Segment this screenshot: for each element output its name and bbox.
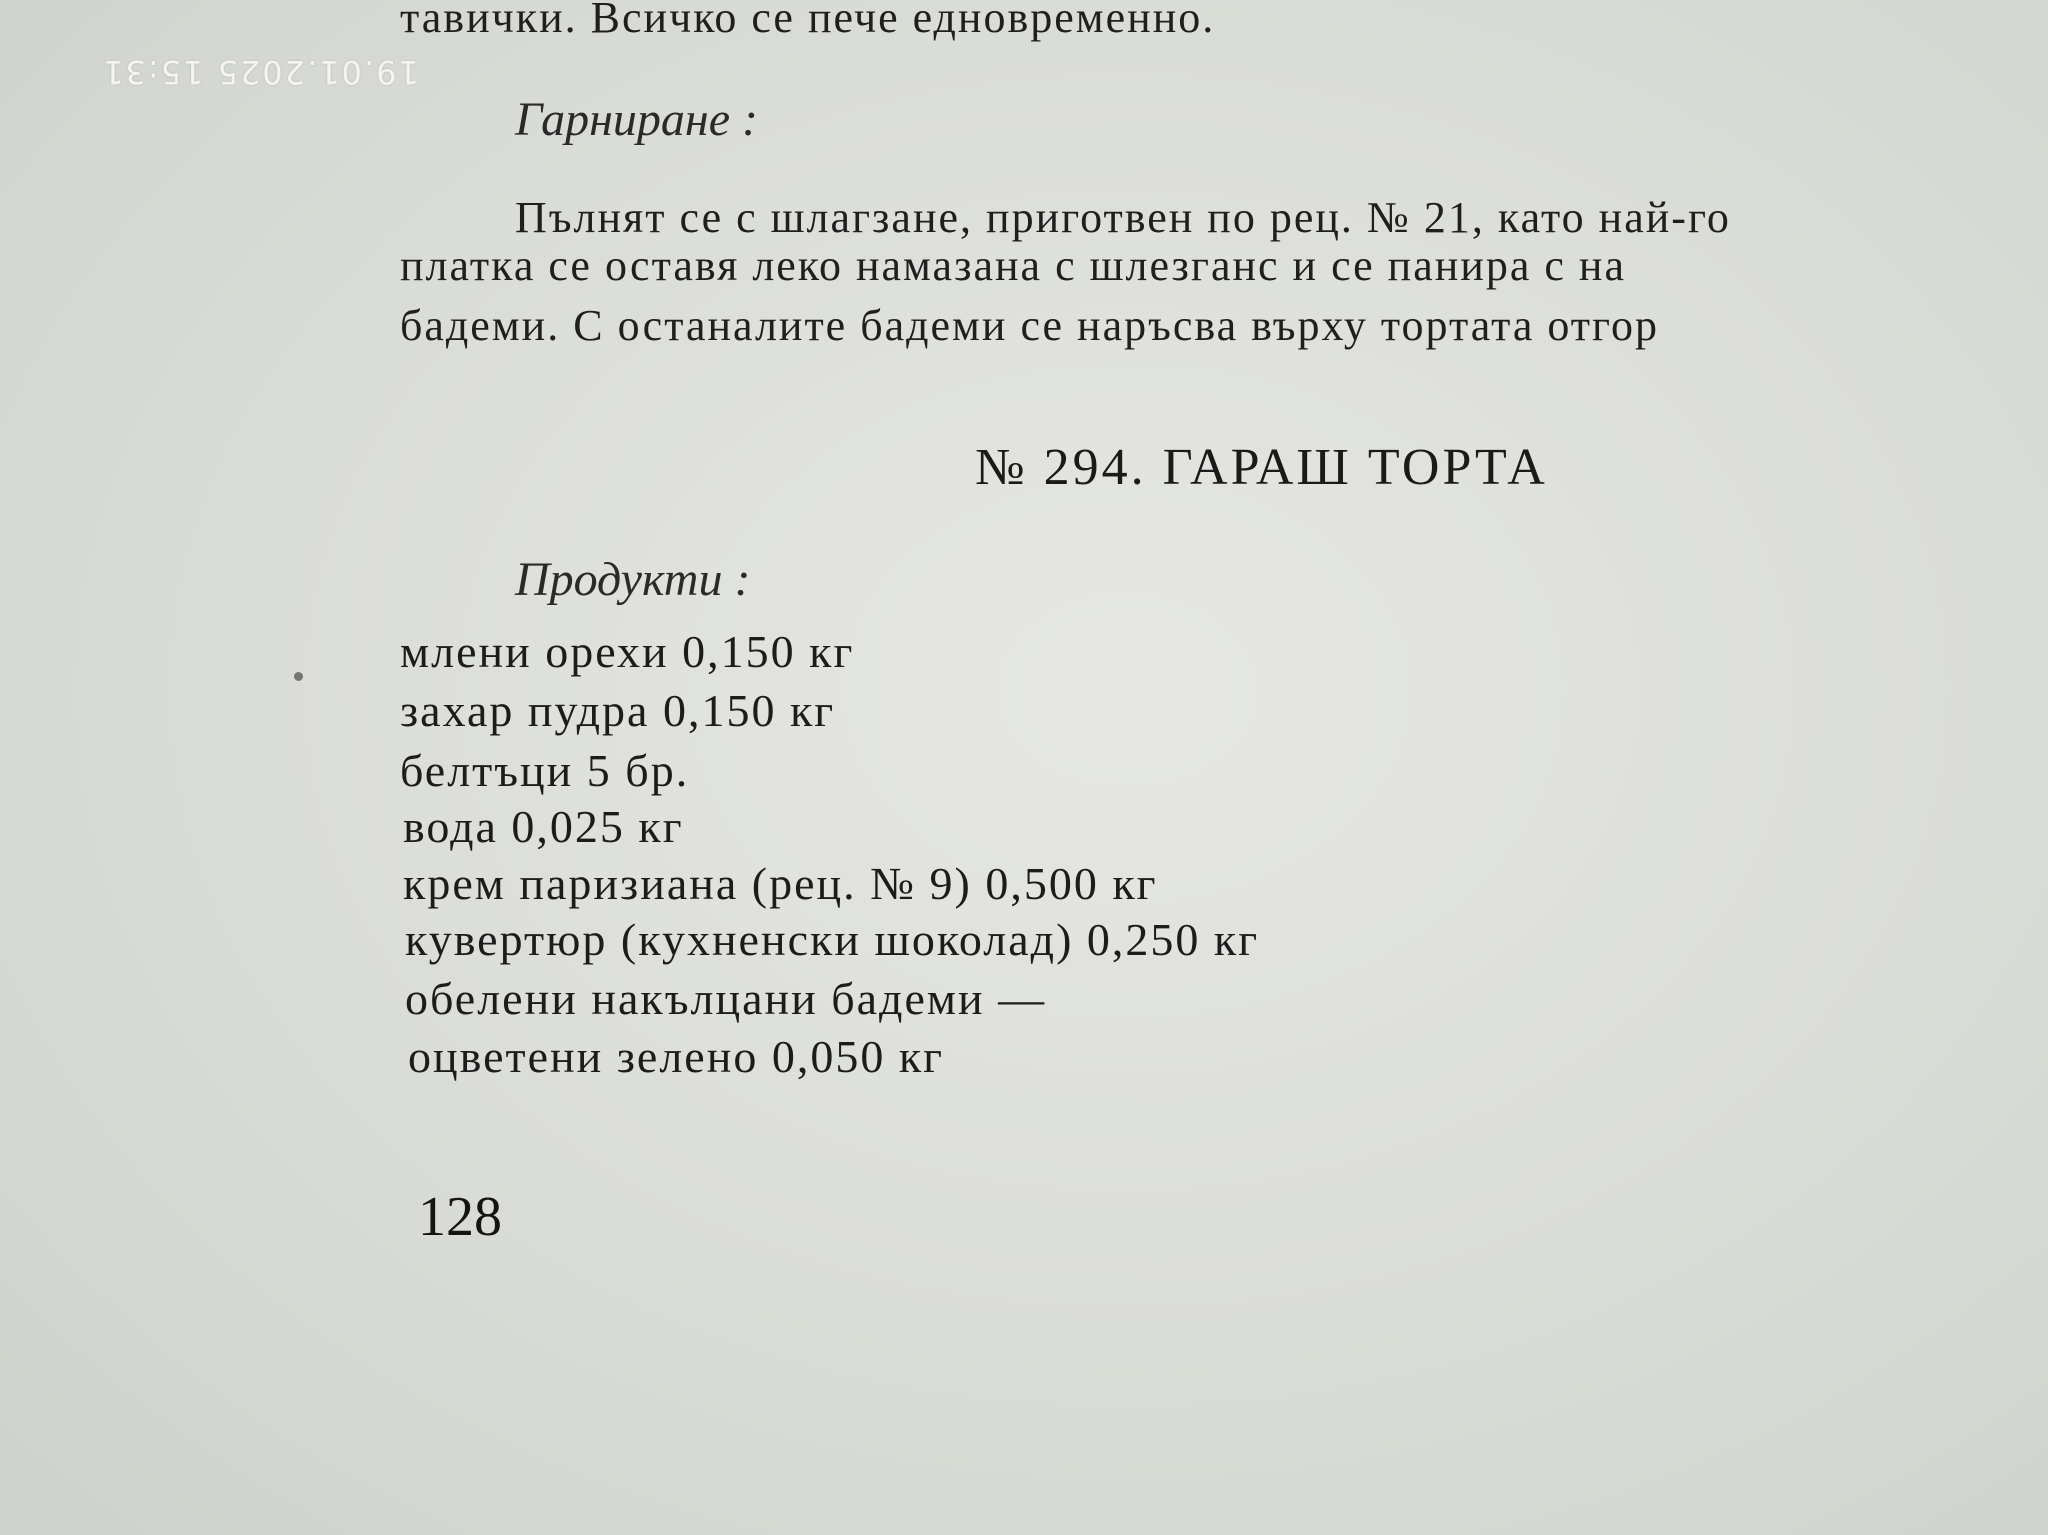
print-speck <box>294 672 303 681</box>
recipe-title: № 294. ГАРАШ ТОРТА <box>975 439 1548 496</box>
ingredient-line: крем паризиана (рец. № 9) 0,500 кг <box>403 858 1158 909</box>
garnish-line: платка се оставя леко намазана с шлезганс и се панира с на <box>400 241 1626 290</box>
garnish-line: бадеми. С останалите бадеми се наръсва върху тортата отгор <box>400 301 1659 350</box>
ingredient-line: оцветени зелено 0,050 кг <box>408 1031 945 1082</box>
ingredient-line: млени орехи 0,150 кг <box>400 626 855 677</box>
page-number: 128 <box>418 1186 502 1248</box>
ingredient-line: обелени накълцани бадеми — <box>405 973 1047 1024</box>
top-text-line: тавички. Всичко се пече едновременно. <box>400 0 1216 42</box>
ingredient-line: вода 0,025 кг <box>403 801 684 852</box>
garnish-line: Пълнят се с шлагзане, приготвен по рец. № 21, като най-го <box>515 193 1731 242</box>
ingredient-line: белтъци 5 бр. <box>400 745 690 796</box>
garnish-heading: Гарниране : <box>515 93 759 146</box>
ingredient-line: захар пудра 0,150 кг <box>400 685 836 736</box>
products-heading: Продукти : <box>515 553 751 606</box>
ingredient-line: кувертюр (кухненски шоколад) 0,250 кг <box>405 914 1260 965</box>
photo-timestamp: 19.01.2025 15:31 <box>101 53 419 91</box>
